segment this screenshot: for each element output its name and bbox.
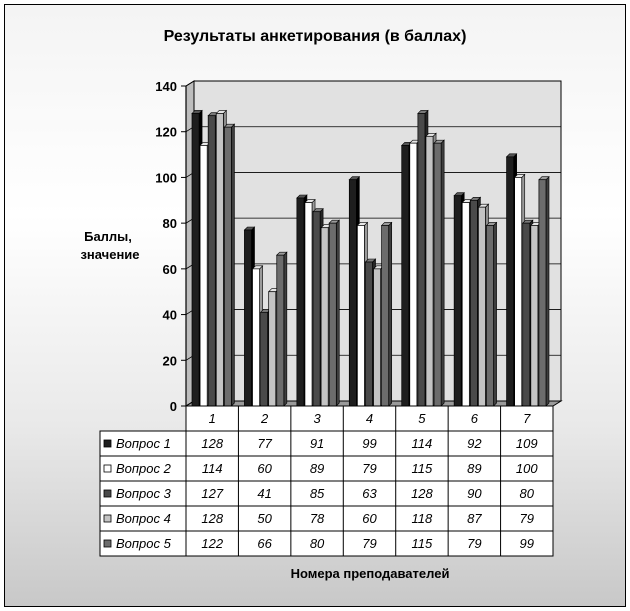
series-name: Вопрос 2 <box>116 461 171 476</box>
data-label: 87 <box>467 511 482 526</box>
data-label: 79 <box>362 461 377 476</box>
data-label: 115 <box>411 461 433 476</box>
bar <box>410 143 417 406</box>
bar <box>507 157 514 406</box>
series-name: Вопрос 3 <box>116 486 171 501</box>
data-label: 79 <box>362 536 377 551</box>
y-tick-label: 60 <box>162 261 177 277</box>
bar <box>200 145 207 406</box>
y-tick-label: 20 <box>162 353 177 369</box>
bar <box>374 269 381 406</box>
legend-swatch <box>104 515 111 522</box>
data-label: 41 <box>257 486 272 501</box>
data-label: 89 <box>467 461 482 476</box>
data-label: 99 <box>362 436 377 451</box>
bar <box>470 200 477 406</box>
data-table <box>100 406 553 556</box>
data-label: 60 <box>362 511 377 526</box>
data-label: 80 <box>309 536 325 551</box>
y-axis-label-line2: значение <box>80 247 140 262</box>
bar <box>531 225 538 406</box>
data-label: 118 <box>411 511 433 526</box>
bar <box>208 116 215 406</box>
data-label: 90 <box>467 486 482 501</box>
legend-swatch <box>104 490 111 497</box>
y-tick-label: 80 <box>162 216 177 232</box>
data-label: 99 <box>519 536 535 551</box>
bar <box>313 212 320 406</box>
bar <box>523 223 530 406</box>
bar <box>434 143 441 406</box>
category-label: 1 <box>208 411 216 426</box>
data-label: 80 <box>519 486 535 501</box>
category-label: 2 <box>261 411 269 426</box>
category-label: 5 <box>418 411 426 426</box>
category-label: 7 <box>523 411 531 426</box>
bar-side <box>231 124 234 406</box>
y-tick-label: 40 <box>162 307 177 323</box>
y-axis-label-line1: Баллы, <box>84 229 132 244</box>
bar <box>244 230 251 406</box>
bar <box>357 225 364 406</box>
bar <box>462 203 469 406</box>
bar <box>224 127 231 406</box>
data-label: 122 <box>201 536 224 551</box>
data-label: 79 <box>519 511 535 526</box>
bar <box>253 269 260 406</box>
data-label: 128 <box>411 486 433 501</box>
category-label: 4 <box>365 411 374 426</box>
bar <box>418 113 425 406</box>
data-label: 60 <box>257 461 272 476</box>
data-label: 109 <box>515 436 538 451</box>
data-label: 92 <box>467 436 482 451</box>
bar <box>297 198 304 406</box>
legend-swatch <box>104 440 111 447</box>
bar <box>478 207 485 406</box>
data-label: 85 <box>309 486 325 501</box>
bar-side <box>441 140 444 406</box>
bar <box>269 292 276 406</box>
bar <box>365 262 372 406</box>
plot-area <box>155 79 561 414</box>
data-label: 128 <box>201 436 224 451</box>
x-axis-label: Номера преподавателей <box>290 566 450 581</box>
bar <box>426 136 433 406</box>
data-label: 63 <box>362 486 377 501</box>
legend-swatch <box>104 540 111 547</box>
y-tick-label: 140 <box>155 79 177 94</box>
bar <box>349 180 356 406</box>
bar <box>329 223 336 406</box>
chart-title: Результаты анкетирования (в баллах) <box>163 28 467 45</box>
data-label: 66 <box>257 536 272 551</box>
data-label: 115 <box>411 536 433 551</box>
data-label: 89 <box>309 461 325 476</box>
bar-side <box>336 220 339 406</box>
data-label: 100 <box>515 461 538 476</box>
data-label: 114 <box>201 461 223 476</box>
bar <box>454 196 461 406</box>
bar-side <box>284 252 287 406</box>
bar <box>515 177 522 406</box>
data-label: 114 <box>411 436 433 451</box>
data-label: 91 <box>309 436 325 451</box>
bar <box>305 203 312 406</box>
bar-side <box>494 222 497 406</box>
bar <box>402 145 409 406</box>
bar <box>261 312 268 406</box>
data-label: 128 <box>201 511 224 526</box>
data-label: 77 <box>257 436 272 451</box>
bar <box>192 113 199 406</box>
data-label: 78 <box>309 511 325 526</box>
data-label: 79 <box>467 536 482 551</box>
series-name: Вопрос 1 <box>116 436 171 451</box>
bar <box>277 255 284 406</box>
data-label: 127 <box>201 486 224 501</box>
bar <box>216 113 223 406</box>
category-label: 6 <box>470 411 478 426</box>
y-tick-label: 100 <box>155 170 177 186</box>
series-name: Вопрос 4 <box>116 511 171 526</box>
bar <box>486 225 493 406</box>
bar-side <box>389 222 392 406</box>
y-tick-label: 120 <box>155 124 177 140</box>
legend-swatch <box>104 465 111 472</box>
y-tick-label: 0 <box>169 399 177 414</box>
data-label: 50 <box>257 511 272 526</box>
bar-side <box>546 177 549 406</box>
series-name: Вопрос 5 <box>116 536 171 551</box>
bar <box>321 228 328 406</box>
bar <box>382 225 389 406</box>
bar <box>539 180 546 406</box>
category-label: 3 <box>313 411 321 426</box>
